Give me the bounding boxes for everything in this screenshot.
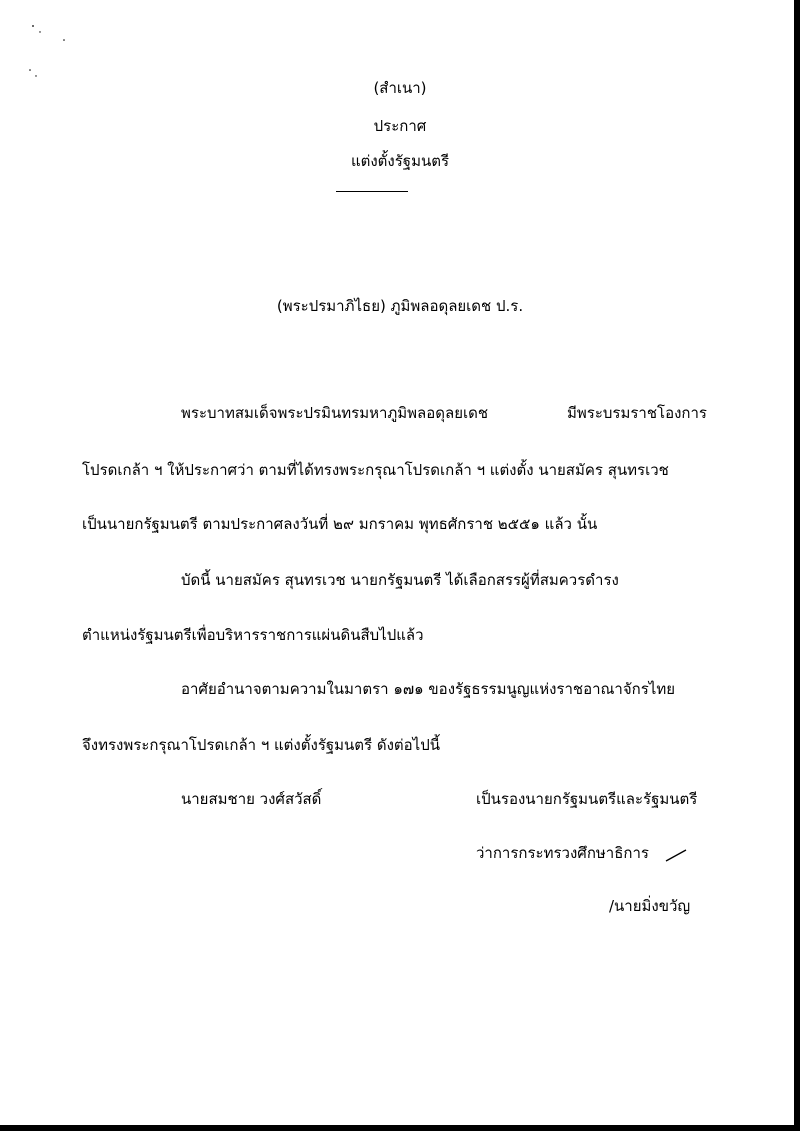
paragraph1-line2: โปรดเกล้า ฯ ให้ประกาศว่า ตามที่ได้ทรงพระกรุณาโปรดเกล้า ฯ แต่งตั้ง นายสมัคร สุนทรเวช	[82, 461, 669, 479]
paragraph1-line1-right: มีพระบรมราชโองการ	[567, 404, 707, 422]
scan-specks-decoration	[28, 22, 68, 82]
heading-divider	[336, 191, 408, 192]
appointee-position-line2: ว่าการกระทรวงศึกษาธิการ	[476, 844, 649, 862]
paragraph3-line1: อาศัยอำนาจตามความในมาตรา ๑๗๑ ของรัฐธรรมนูญแห่งราชอาณาจักรไทย	[181, 680, 675, 698]
signature-line: /นายมิ่งขวัญ	[609, 897, 691, 915]
paragraph1-line3: เป็นนายกรัฐมนตรี ตามประกาศลงวันที่ ๒๙ มกราคม พุทธศักราช ๒๕๕๑ แล้ว นั้น	[82, 515, 598, 533]
paragraph2-line2: ตำแหน่งรัฐมนตรีเพื่อบริหารราชการแผ่นดินสืบไปแล้ว	[82, 626, 424, 644]
document-heading: ประกาศ	[373, 117, 427, 135]
paragraph2-line1: บัดนี้ นายสมัคร สุนทรเวช นายกรัฐมนตรี ได้เลือกสรรผู้ที่สมควรดำรง	[181, 571, 619, 589]
check-mark-icon	[664, 848, 688, 862]
paragraph1-line1-left: พระบาทสมเด็จพระปรมินทรมหาภูมิพลอดุลยเดช	[181, 404, 489, 422]
scan-border-right	[794, 0, 800, 1131]
copy-label: (สำเนา)	[373, 79, 427, 97]
scan-border-bottom	[0, 1125, 800, 1131]
appointee-name: นายสมชาย วงศ์สวัสดิ์	[181, 790, 322, 808]
appointee-position-line1: เป็นรองนายกรัฐมนตรีและรัฐมนตรี	[476, 790, 698, 808]
royal-signature: (พระปรมาภิไธย) ภูมิพลอดุลยเดช ป.ร.	[276, 297, 524, 315]
document-subheading: แต่งตั้งรัฐมนตรี	[350, 152, 450, 170]
paragraph3-line2: จึงทรงพระกรุณาโปรดเกล้า ฯ แต่งตั้งรัฐมนตรี ดังต่อไปนี้	[82, 736, 440, 754]
